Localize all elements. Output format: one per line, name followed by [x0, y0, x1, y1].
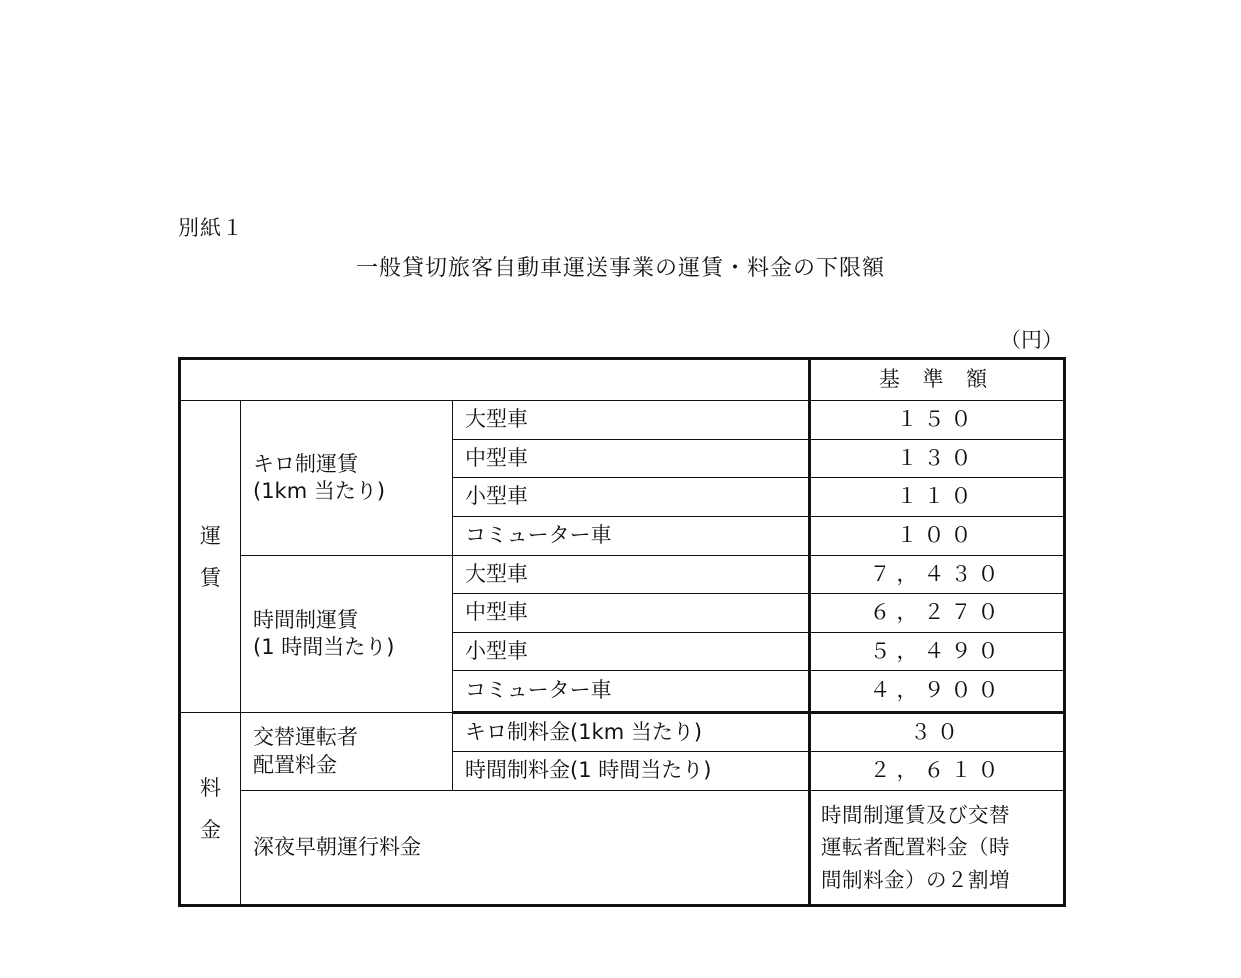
attachment-label: 別紙１ [178, 216, 244, 240]
value-cell: ７，４３０ [810, 556, 1065, 594]
fare-table [178, 357, 1066, 907]
late-night-label: 深夜早朝運行料金 [241, 791, 810, 906]
value-cell: ６，２７０ [810, 594, 1065, 633]
unit-label: （円） [1000, 328, 1063, 352]
charge-item-cell: キロ制料金(1km 当たり) [453, 713, 810, 752]
distance-fare-label: キロ制運賃 [253, 451, 358, 476]
table-row [180, 556, 1065, 594]
table-row [180, 791, 1065, 906]
category-charges [180, 713, 241, 906]
category-charges-label: 料金 [200, 775, 221, 842]
document-title: 一般貸切旅客自動車運送事業の運賃・料金の下限額 [355, 256, 885, 281]
vehicle-cell: 大型車 [453, 556, 810, 594]
vehicle-cell: 大型車 [453, 401, 810, 440]
distance-fare-sub: (1km 当たり) [253, 479, 386, 503]
value-cell: １００ [810, 517, 1065, 556]
value-cell: ３０ [810, 713, 1065, 752]
value-cell: ４，９００ [810, 671, 1065, 713]
time-fare-group [241, 556, 453, 713]
charge-item-cell: 時間制料金(1 時間当たり) [453, 752, 810, 791]
vehicle-cell: 小型車 [453, 633, 810, 671]
header-blank-cell [180, 359, 810, 401]
relief-driver-group [241, 713, 453, 791]
vehicle-cell: コミューター車 [453, 671, 810, 713]
vehicle-cell: 中型車 [453, 440, 810, 478]
value-cell: １１０ [810, 478, 1065, 517]
vehicle-cell: コミューター車 [453, 517, 810, 556]
header-standard-amount: 基 準 額 [810, 359, 1065, 401]
value-cell: １５０ [810, 401, 1065, 440]
value-cell: ２，６１０ [810, 752, 1065, 791]
relief-driver-sub: 配置料金 [253, 752, 337, 777]
relief-driver-label: 交替運転者 [253, 725, 358, 750]
table-row [180, 401, 1065, 440]
value-cell: ５，４９０ [810, 633, 1065, 671]
table-header-row [180, 359, 1065, 401]
time-fare-sub: (1 時間当たり) [253, 635, 395, 659]
late-night-value-line: 間制料金）の２割増 [821, 867, 1010, 892]
value-cell: １３０ [810, 440, 1065, 478]
distance-fare-group [241, 401, 453, 556]
vehicle-cell: 小型車 [453, 478, 810, 517]
category-fare-label: 運賃 [200, 523, 221, 590]
late-night-value [810, 791, 1065, 906]
vehicle-cell: 中型車 [453, 594, 810, 633]
late-night-value-line: 時間制運賃及び交替 [821, 802, 1010, 827]
time-fare-label: 時間制運賃 [253, 607, 358, 632]
category-fare [180, 401, 241, 713]
table-row [180, 713, 1065, 752]
late-night-value-line: 運転者配置料金（時 [821, 835, 1010, 860]
